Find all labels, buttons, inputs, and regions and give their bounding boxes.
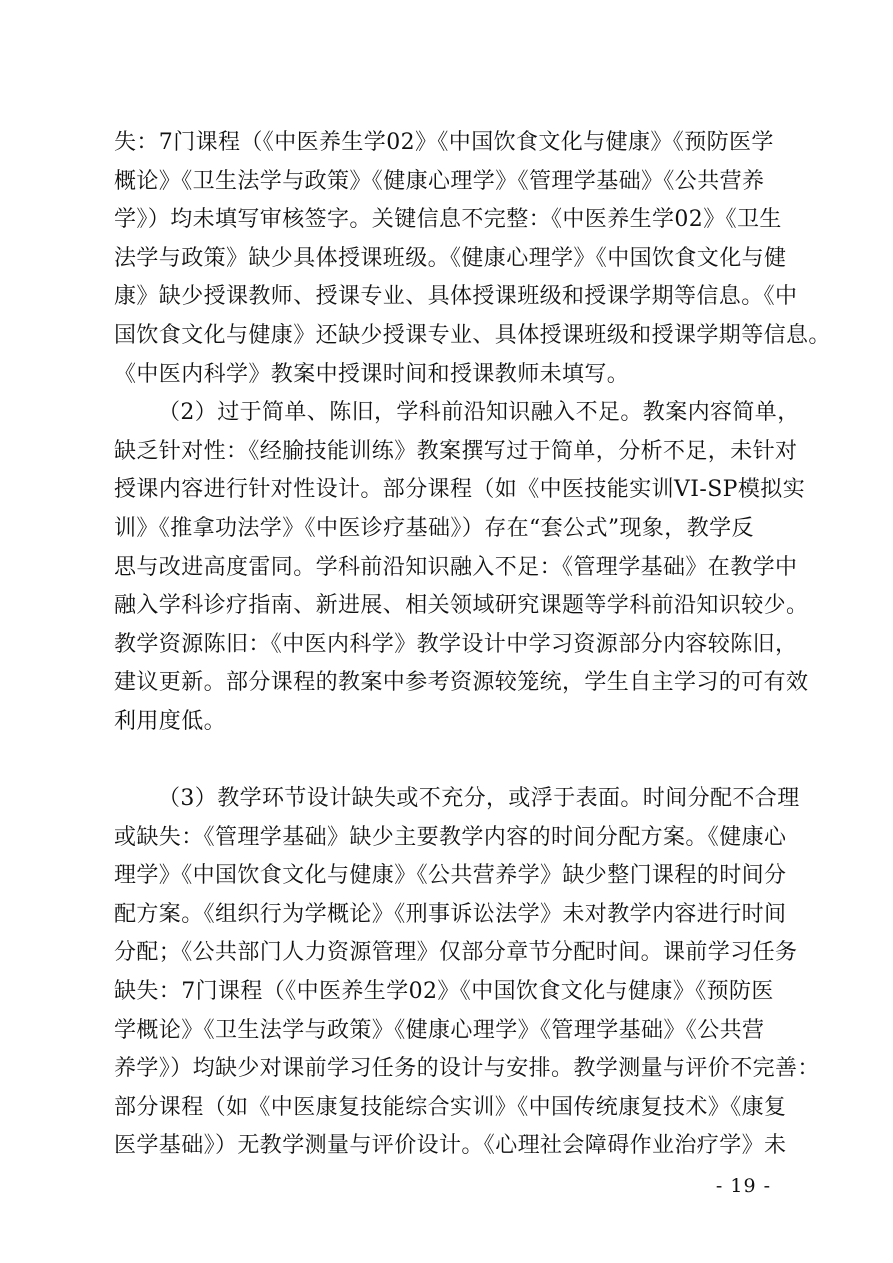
- text-line: 医学基础》）无教学测量与评价设计。《心理社会障碍作业治疗学》未: [114, 1133, 787, 1159]
- text-line: 思与改进高度雷同。学科前沿知识融入不足：《管理学基础》在教学中: [114, 554, 798, 580]
- text-line: 国饮食文化与健康》还缺少授课专业、具体授课班级和授课学期等信息。: [114, 322, 831, 348]
- paragraph-heading-line: （2）过于简单、陈旧，学科前沿知识融入不足。教案内容简单，: [158, 400, 800, 426]
- text-line: 缺乏针对性：《经腧技能训练》教案撰写过于简单，分析不足，未针对: [114, 438, 798, 464]
- text-line: 法学与政策》缺少具体授课班级。《健康心理学》《中国饮食文化与健: [114, 245, 787, 271]
- text-line: 学概论》《卫生法学与政策》《健康心理学》《管理学基础》《公共营: [114, 1017, 765, 1043]
- text-line: 养学》）均缺少对课前学习任务的设计与安排。教学测量与评价不完善：: [114, 1056, 820, 1082]
- text-line: 配方案。《组织行为学概论》《刑事诉讼法学》未对教学内容进行时间: [114, 901, 787, 927]
- text-line: 融入学科诊疗指南、新进展、相关领域研究课题等学科前沿知识较少。: [114, 593, 809, 619]
- text-line: 失：7门课程（《中医养生学02》《中国饮食文化与健康》《预防医学: [114, 130, 774, 155]
- text-line: 《中医内科学》教案中授课时间和授课教师未填写。: [114, 361, 630, 387]
- text-line: 分配；《公共部门人力资源管理》仅部分章节分配时间。课前学习任务: [114, 940, 798, 966]
- text-line: 缺失：7门课程（《中医养生学02》《中国饮食文化与健康》《预防医: [114, 979, 774, 1005]
- text-line: 建议更新。部分课程的教案中参考资源较笼统，学生自主学习的可有效: [114, 670, 809, 696]
- text-line: 利用度低。: [114, 708, 227, 734]
- text-line: 教学资源陈旧：《中医内科学》教学设计中学习资源部分内容较陈旧，: [114, 631, 798, 657]
- text-line: 学》）均未填写审核签字。关键信息不完整：《中医养生学02》《卫生: [114, 207, 782, 233]
- text-line: 部分课程（如《中医康复技能综合实训》《中国传统康复技术》《康复: [114, 1094, 787, 1120]
- text-line: 理学》《中国饮食文化与健康》《公共营养学》缺少整门课程的时间分: [114, 863, 787, 889]
- text-line: 或缺失：《管理学基础》缺少主要教学内容的时间分配方案。《健康心: [114, 824, 787, 850]
- body-text: [114, 124, 831, 1166]
- text-line: 概论》《卫生法学与政策》《健康心理学》《管理学基础》《公共营养: [114, 168, 765, 194]
- text-line: 训》《推拿功法学》《中医诊疗基础》）存在“套公式”现象，教学反: [114, 515, 754, 541]
- text-line: 授课内容进行针对性设计。部分课程（如《中医技能实训VI-SP模拟实: [114, 477, 806, 503]
- text-line: 康》缺少授课教师、授课专业、具体授课班级和授课学期等信息。《中: [114, 284, 798, 310]
- page-number: - 19 -: [715, 1175, 771, 1197]
- text-line: [114, 742, 774, 781]
- paragraph-heading-line: （3）教学环节设计缺失或不充分，或浮于表面。时间分配不合理: [158, 786, 800, 812]
